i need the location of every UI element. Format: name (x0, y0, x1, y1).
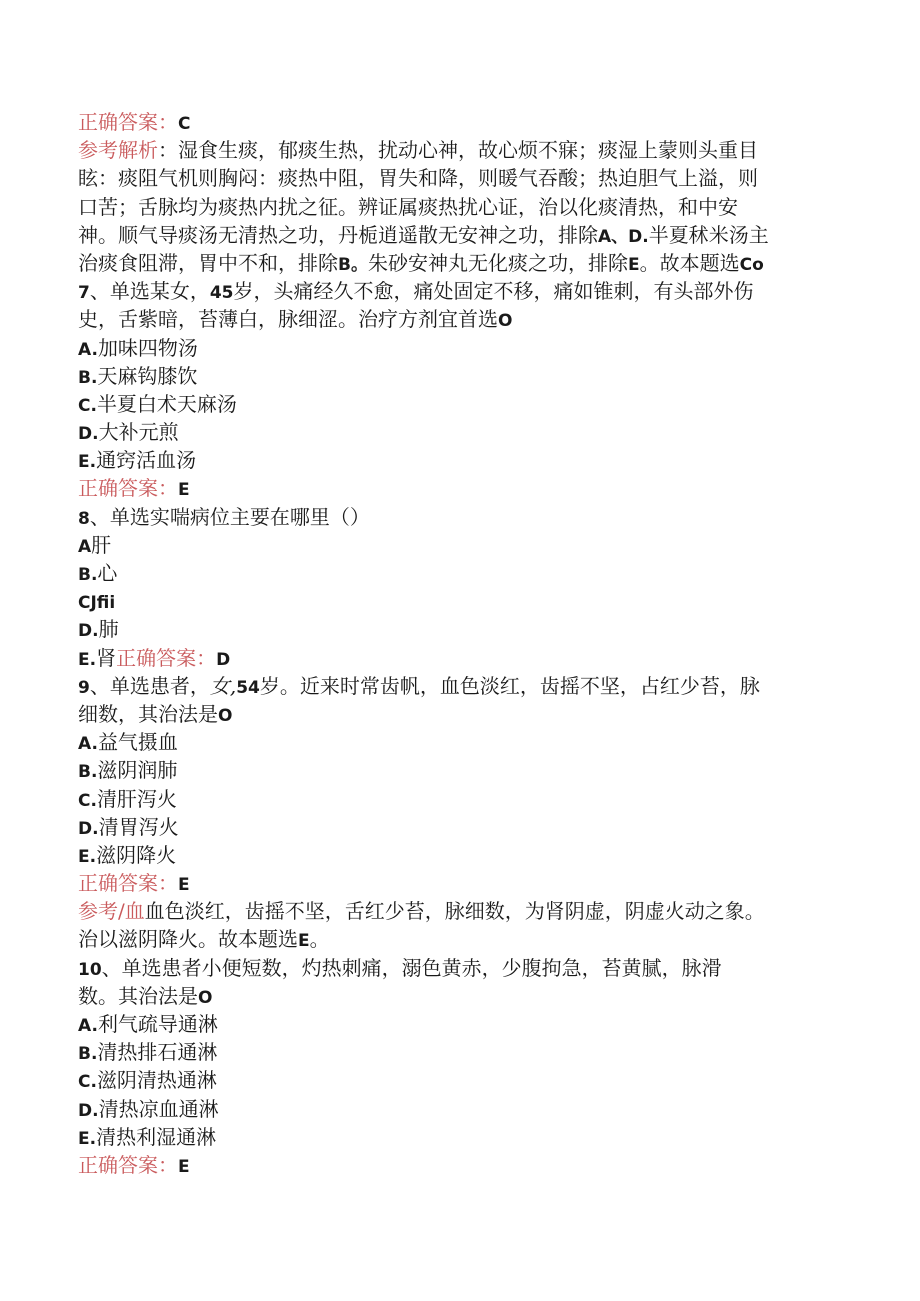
q6-analysis-line-4: 神。顺气导痰汤无清热之功，丹栀逍遥散无安神之功，排除A、D.半夏秫米汤主 (78, 222, 769, 247)
q10-option-c: C.滋阴清热通淋 (78, 1068, 217, 1093)
q6-analysis-line-1: 参考解析：湿食生痰，郁痰生热，扰动心神，故心烦不寐；痰湿上蒙则头重目 (78, 138, 758, 163)
answer-label: 正确答案： (78, 476, 178, 501)
q9-analysis-line-2: 治以滋阴降火。故本题选E。 (78, 927, 330, 952)
answer-value: D (216, 649, 231, 670)
q7-stem-line-1: 7、单选某女，45岁，头痛经久不愈，痛处固定不移，痛如锥刺，有头部外伤 (78, 279, 754, 304)
q7-option-a: A.加味四物汤 (78, 335, 198, 360)
q9-option-d: D.清胃泻火 (78, 814, 179, 839)
question-number: 8 (78, 508, 90, 529)
q7-stem-line-2: 史，舌紫暗，苔薄白，脉细涩。治疗方剂宜首选O (78, 307, 513, 332)
q10-stem-line-2: 数。其治法是O (78, 983, 213, 1008)
q10-answer-line (78, 1151, 838, 1179)
question-number: 7 (78, 283, 90, 304)
q8-option-d: D.肺 (78, 617, 119, 642)
q8-option-c: CJfii (78, 593, 116, 614)
q6-analysis-line-5: 治痰食阻滞，胃中不和，排除B。朱砂安神丸无化痰之功，排除E。故本题选Co (78, 250, 764, 275)
q7-option-d: D.大补元煎 (78, 420, 179, 445)
q9-analysis-line-1: 参考/血血色淡红，齿摇不坚，舌红少苔，脉细数，为肾阴虚，阴虚火动之象。 (78, 899, 765, 924)
q9-option-b: B.滋阴润肺 (78, 758, 178, 783)
answer-label: 正确答案： (116, 645, 217, 670)
q9-option-a: A.益气摄血 (78, 730, 178, 755)
analysis-label: 参考/血 (78, 899, 145, 924)
q9-option-e: E.滋阴降火 (78, 842, 177, 867)
answer-value: E (178, 480, 190, 501)
q9-option-c: C.清肝泻火 (78, 786, 177, 811)
q10-stem-line-1: 10、单选患者小便短数，灼热刺痛，溺色黄赤，少腹拘急，苔黄腻，脉滑 (78, 955, 722, 980)
question-number: 10 (78, 959, 102, 980)
answer-value: C (178, 114, 191, 134)
q7-answer-line (78, 474, 838, 502)
q10-option-b: B.清热排石通淋 (78, 1040, 218, 1065)
q9-stem-line-2: 细数，其治法是O (78, 701, 233, 726)
q10-option-d: D.清热凉血通淋 (78, 1096, 219, 1121)
q6-analysis-line-2: 眩：痰阻气机则胸闷：痰热中阻，胃失和降，则暖气吞酸；热迫胆气上溢，则 (78, 166, 758, 191)
q6-answer-line (78, 108, 838, 136)
q7-option-e: E.通窍活血汤 (78, 448, 197, 473)
q9-answer-line (78, 869, 838, 897)
question-number: 9 (78, 677, 90, 698)
q7-option-b: B.天麻钩膝饮 (78, 363, 198, 388)
answer-label: 正确答案： (78, 1152, 178, 1177)
answer-label: 正确答案： (78, 871, 178, 896)
q8-option-a: A肝 (78, 532, 112, 557)
answer-value: E (178, 875, 190, 896)
q10-option-e: E.清热利湿通淋 (78, 1124, 217, 1149)
q7-option-c: C.半夏白术天麻汤 (78, 391, 237, 416)
q9-stem-line-1: 9、单选患者，女,54岁。近来时常齿帆，血色淡红，齿摇不坚，占红少苔，脉 (78, 673, 760, 698)
q8-option-b: B.心 (78, 561, 118, 585)
answer-label: 正确答案： (78, 110, 178, 134)
q8-option-e-and-answer: E.肾正确答案：D (78, 645, 231, 670)
q8-stem: 8、单选实喘病位主要在哪里（） (78, 504, 370, 529)
exam-page (78, 108, 838, 1179)
analysis-label: 参考解析 (78, 138, 158, 163)
answer-value: E (178, 1156, 190, 1177)
q10-option-a: A.利气疏导通淋 (78, 1012, 218, 1036)
q6-analysis-line-3: 口苦；舌脉均为痰热内扰之征。辨证属痰热扰心证，治以化痰清热，和中安 (78, 194, 738, 219)
